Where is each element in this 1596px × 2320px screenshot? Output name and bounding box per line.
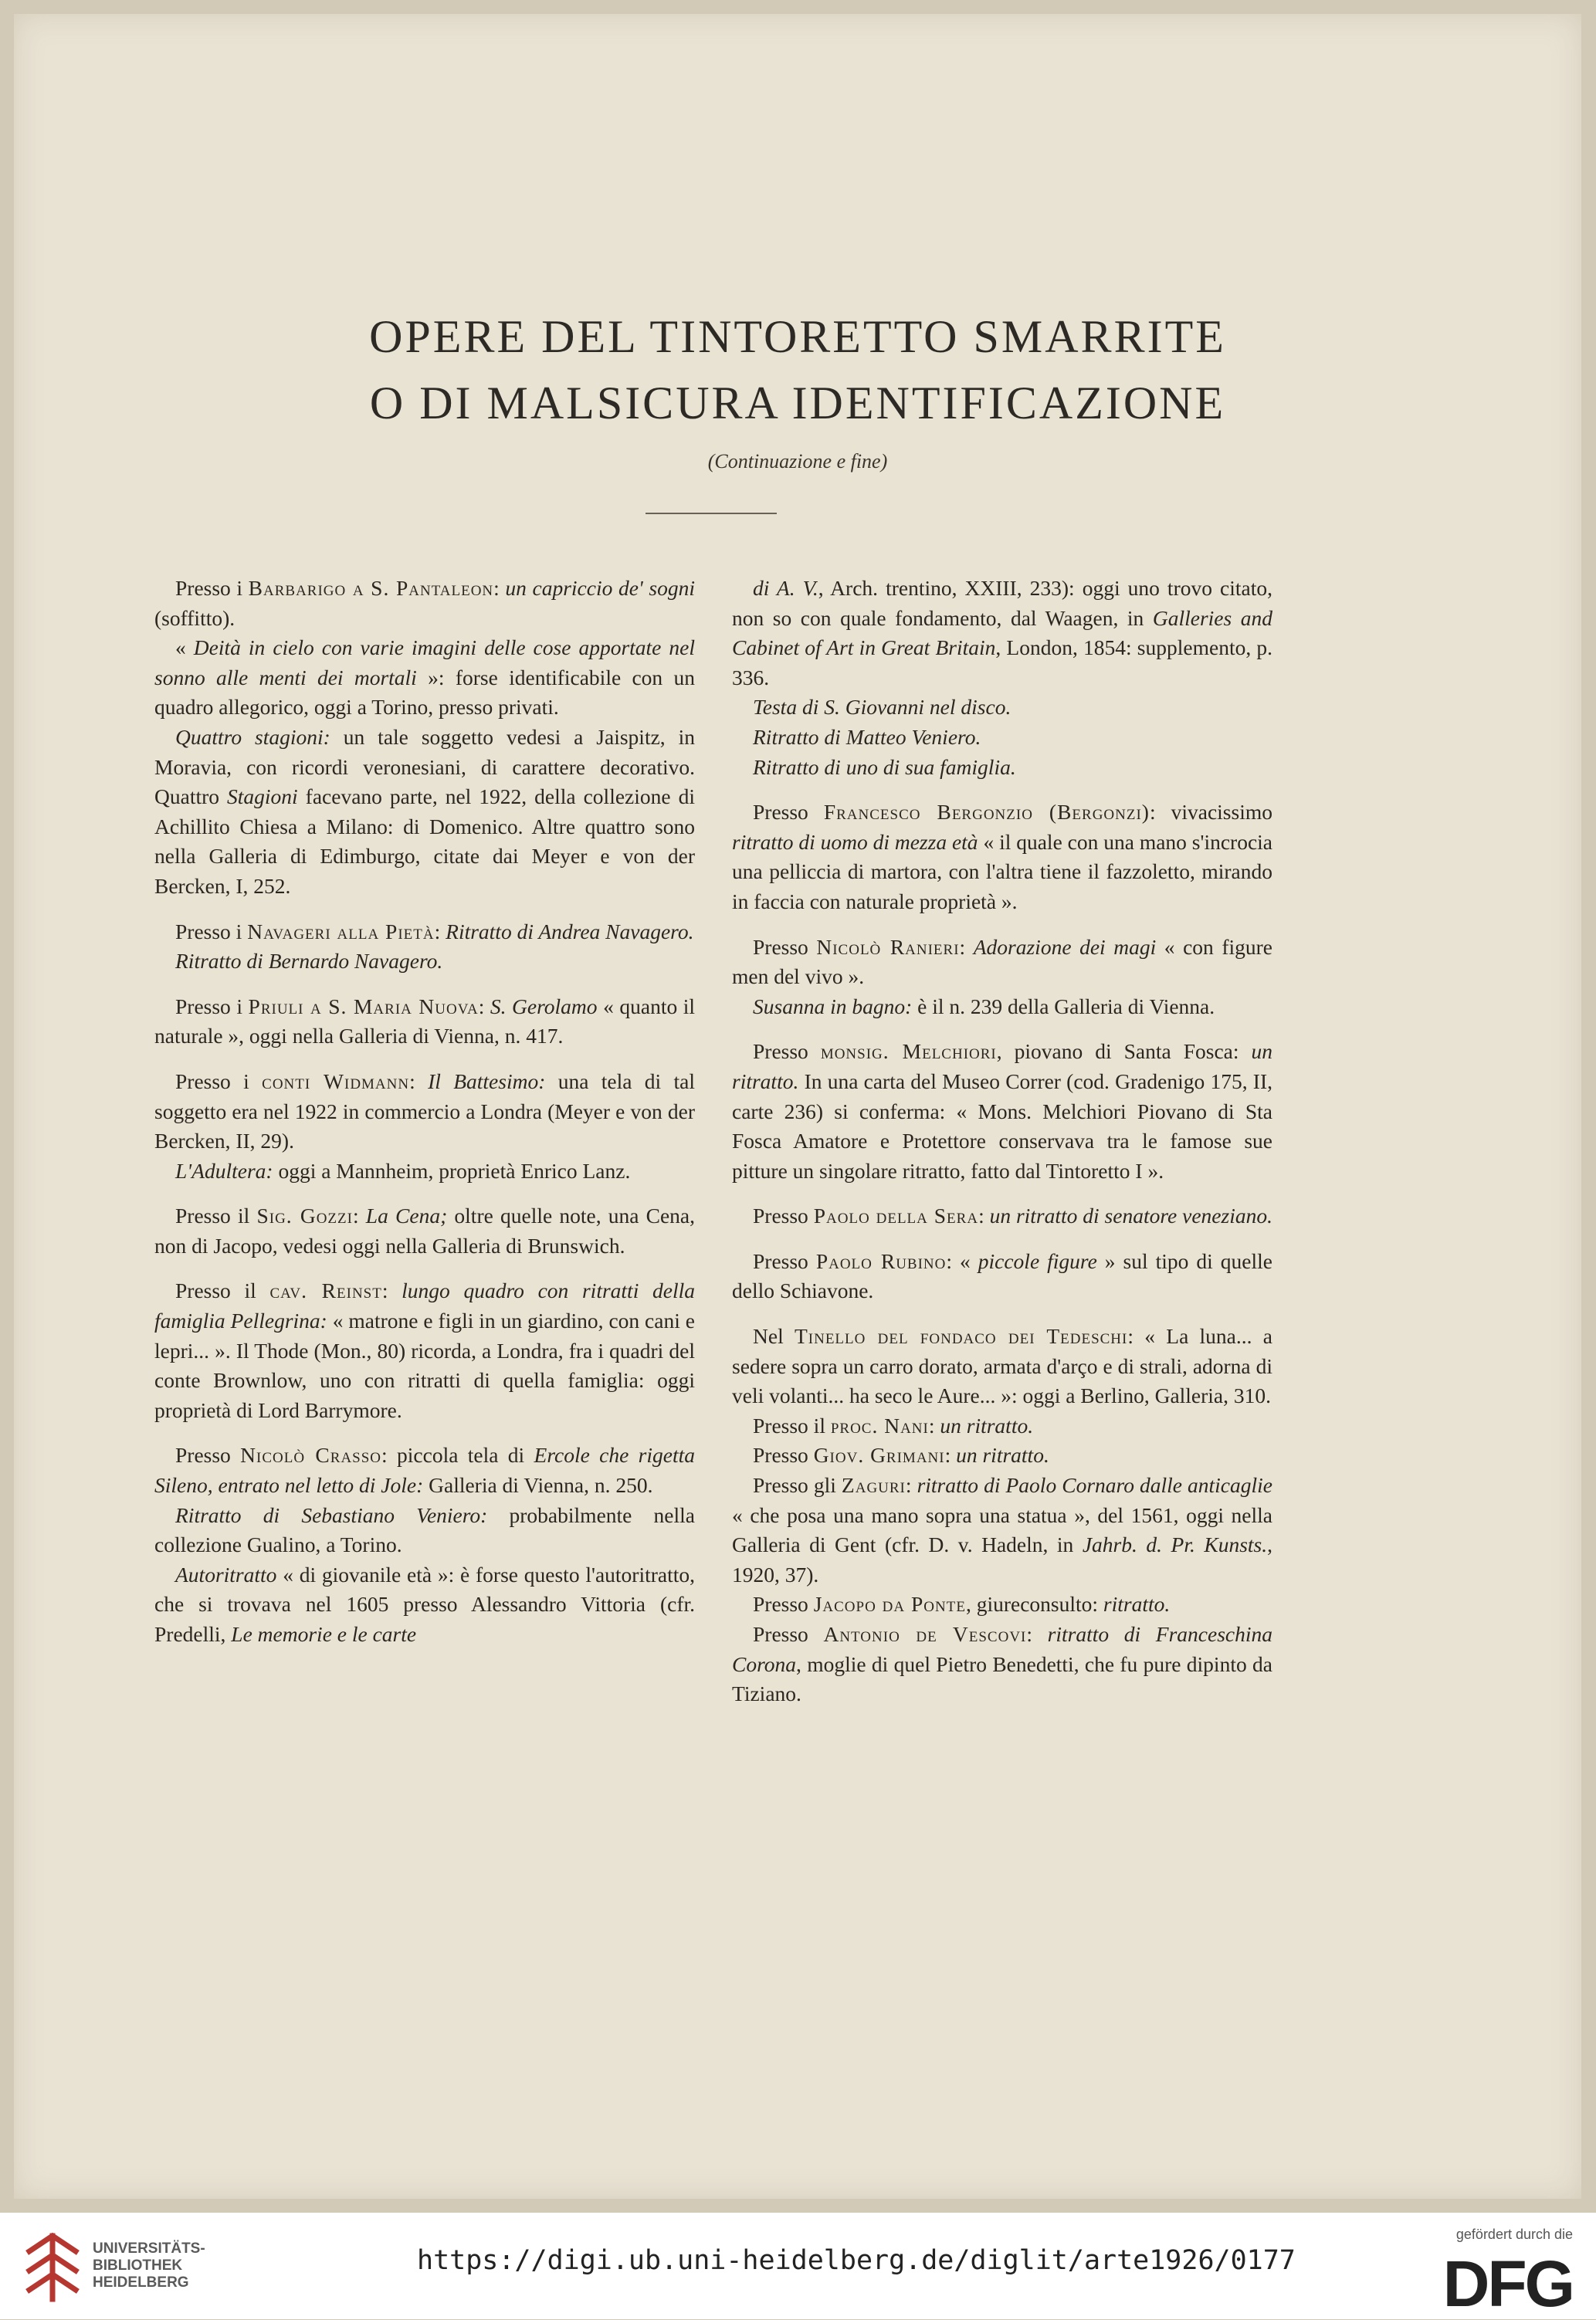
library-name-line-1: UNIVERSITÄTS- xyxy=(93,2240,205,2257)
paragraph: Presso i Barbarigo a S. Pantaleon: un capriccio de' sogni (soffitto). xyxy=(154,576,696,630)
paragraph: Presso il cav. Reinst: lungo quadro con ritratti della famiglia Pellegrina: « matrone e figli in un giardino, con cani e lepri... ». Il Thode (Mon., 80) ricorda, a Londra, fra i quadri del conte Brownlow, uno con ritratti di quella famiglia: oggi proprietà di Lord Barrymore. xyxy=(154,1279,696,1422)
scanned-page xyxy=(14,14,1581,2199)
paragraph: Presso Paolo Rubino: « piccole figure » sul tipo di quelle dello Schiavone. xyxy=(732,1248,1272,1303)
paragraph: Ritratto di uno di sua famiglia. xyxy=(753,754,1016,779)
dfg-logo[interactable]: DFG xyxy=(1442,2247,1573,2320)
paragraph: Presso Nicolò Ranieri: Adorazione dei magi « con figure men del vivo ». xyxy=(732,934,1272,989)
paragraph: Presso i Priuli a S. Maria Nuova: S. Gerolamo « quanto il naturale », oggi nella Galleria di Vienna, n. 417. xyxy=(154,994,696,1048)
paragraph: Presso il proc. Nani: un ritratto. xyxy=(753,1413,1034,1438)
footer-bar xyxy=(0,2213,1596,2319)
title-line-1: OPERE DEL TINTORETTO SMARRITE xyxy=(369,311,1226,362)
paragraph: « Deità in cielo con varie imagini delle cose apportate nel sonno alle menti dei mortali »: forse identificabile con un quadro allegorico, oggi a Torino, presso privati. xyxy=(154,635,696,720)
right-column xyxy=(732,574,1272,1709)
paragraph: Presso il Sig. Gozzi: La Cena; oltre quelle note, una Cena, non di Jacopo, vedesi oggi nella Galleria di Brunswich. xyxy=(154,1204,696,1258)
paragraph: Presso Jacopo da Ponte, giureconsulto: ritratto. xyxy=(753,1592,1171,1617)
paragraph: Presso Francesco Bergonzio (Bergonzi): vivacissimo ritratto di uomo di mezza età « il quale con una mano s'incrocia una pelliccia di martora, con l'altra tiene il fazzoletto, mirando in faccia con naturale proprietà ». xyxy=(732,800,1272,913)
library-name-line-3: HEIDELBERG xyxy=(93,2274,189,2291)
paragraph: Ritratto di Matteo Veniero. xyxy=(753,724,981,749)
paragraph: Presso Paolo della Sera: un ritratto di senatore veneziano. xyxy=(753,1204,1272,1228)
paragraph: Presso Giov. Grimani: un ritratto. xyxy=(753,1443,1049,1468)
paragraph: di A. V., Arch. trentino, XXIII, 233): oggi uno trovo citato, non so con quale fondamento, dal Waagen, in Galleries and Cabinet of Art in Great Britain, London, 1854: supplemento, p. 336. xyxy=(732,576,1272,689)
funding-label: gefördert durch die xyxy=(1455,2227,1573,2242)
page-url-link[interactable]: https://digi.ub.uni-heidelberg.de/diglit/arte1926/0177 xyxy=(417,2245,1296,2276)
title-divider xyxy=(646,513,777,514)
paragraph: Autoritratto « di giovanile età »: è forse questo l'autoritratto, che si trovava nel 1605 presso Alessandro Vittoria (cfr. Predelli, Le memorie e le carte xyxy=(154,1562,695,1646)
paragraph: Ritratto di Bernardo Navagero. xyxy=(175,949,443,974)
paragraph: Presso Antonio de Vescovi: ritratto di Franceschina Corona, moglie di quel Pietro Benedetti, che fu pure dipinto da Tiziano. xyxy=(732,1622,1272,1706)
paragraph: Presso i conti Widmann: Il Battesimo: una tela di tal soggetto era nel 1922 in commercio a Londra (Meyer e von der Bercken, II, 29). xyxy=(154,1069,695,1153)
university-library-logo-icon[interactable] xyxy=(22,2228,83,2305)
paragraph: Testa di S. Giovanni nel disco. xyxy=(753,695,1011,720)
article-title xyxy=(14,303,1581,436)
paragraph: Presso gli Zaguri: ritratto di Paolo Cornaro dalle anticaglie « che posa una mano sopra una statua », del 1561, oggi nella Galleria di Gent (cfr. D. v. Hadeln, in Jahrb. d. Pr. Kunsts., 1920, 37). xyxy=(732,1473,1273,1587)
paragraph: Presso Nicolò Crasso: piccola tela di Ercole che rigetta Sileno, entrato nel letto di Jole: Galleria di Vienna, n. 250. xyxy=(154,1443,696,1498)
left-column xyxy=(154,574,695,1650)
subtitle: (Continuazione e fine) xyxy=(707,450,888,472)
paragraph: Nel Tinello del fondaco dei Tedeschi: « La luna... a sedere sopra un carro dorato, armata d'arço e di strali, adorna di veli volanti... ha seco le Aure... »: oggi a Berlino, Galleria, 310. xyxy=(732,1324,1272,1408)
library-name-line-2: BIBLIOTHEK xyxy=(93,2257,183,2274)
library-name[interactable] xyxy=(93,2240,205,2291)
paragraph: L'Adultera: oggi a Mannheim, proprietà Enrico Lanz. xyxy=(175,1158,631,1183)
title-line-2: O DI MALSICURA IDENTIFICAZIONE xyxy=(369,378,1226,428)
paragraph: Presso i Navageri alla Pietà: Ritratto di Andrea Navagero. xyxy=(175,919,694,943)
paragraph: Presso monsig. Melchiori, piovano di Santa Fosca: un ritratto. In una carta del Museo Correr (cod. Gradenigo 175, II, carte 236) si conferma: « Mons. Melchiori Piovano di Sta Fosca Amatore e Protettore conservava tra le famose sue pitture un singolare ritratto, fatto dal Tintoretto I ». xyxy=(732,1039,1272,1183)
paragraph: Quattro stagioni: un tale soggetto vedesi a Jaispitz, in Moravia, con ricordi veronesiani, di carattere decorativo. Quattro Stagioni facevano parte, nel 1922, della collezione di Achillito Chiesa a Milano: di Domenico. Altre quattro sono nella Galleria di Edimburgo, citate dai Meyer e von der Bercken, I, 252. xyxy=(154,724,695,898)
paragraph: Susanna in bagno: è il n. 239 della Galleria di Vienna. xyxy=(753,994,1215,1018)
paragraph: Ritratto di Sebastiano Veniero: probabilmente nella collezione Gualino, a Torino. xyxy=(154,1502,695,1557)
